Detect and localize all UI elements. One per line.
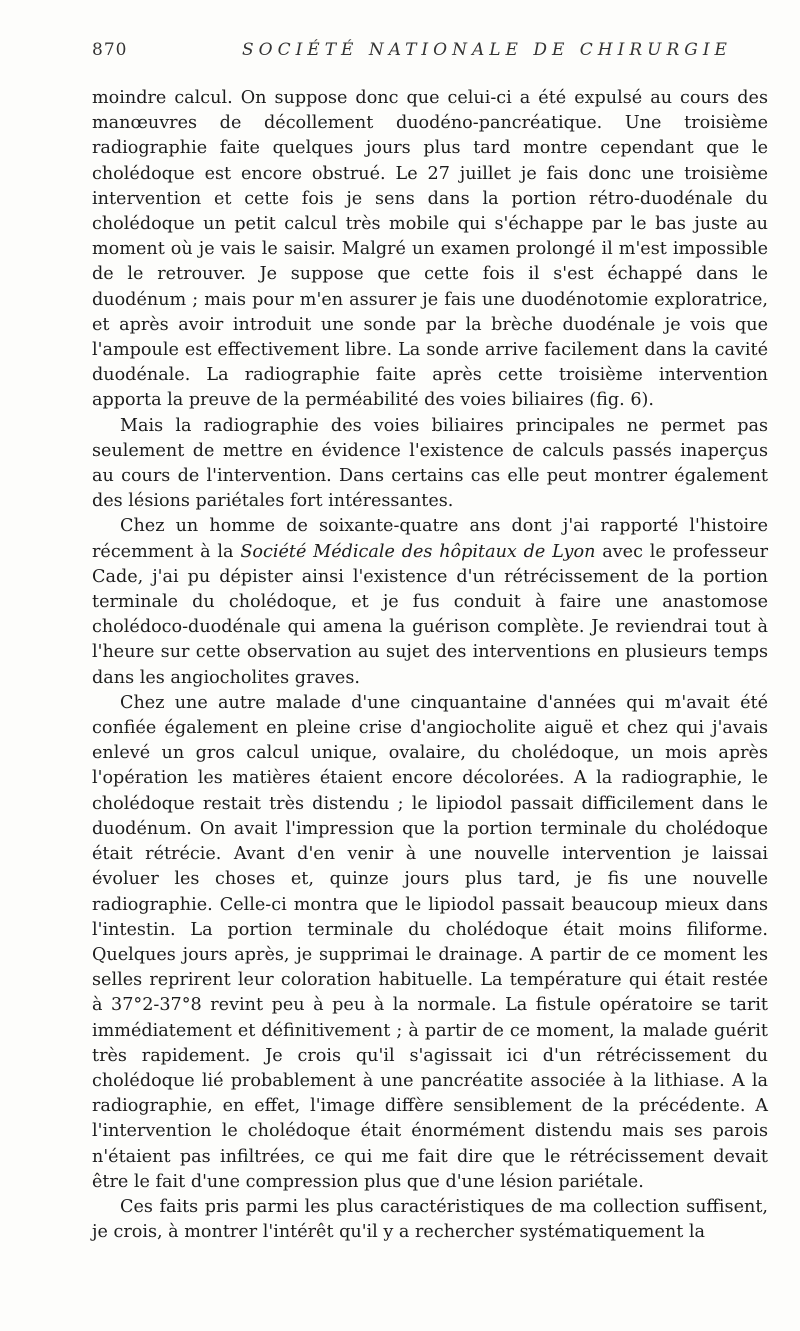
paragraph-2: Mais la radiographie des voies biliaires principales ne permet pas seulement de mettre en évidence l'existence de calculs passés inaperçus au cours de l'intervention. Dans certains cas elle peut montrer également des lésions pariétales fort intéressantes. xyxy=(92,415,768,512)
paragraph-4: Chez une autre malade d'une cinquantaine d'années qui m'avait été confiée également en pleine crise d'angiocholite aiguë et chez qui j'avais enlevé un gros calcul unique, ovalaire, du cholédoque, un mois après l'opération les matières étaient encore décolorées. A la radiographie, le cholédoque restait très distendu ; le lipiodol passait difficilement dans le duodénum. On avait l'impression que la portion terminale du cholédoque était rétrécie. Avant d'en venir à une nouvelle intervention je laissai évoluer les choses et, quinze jours plus tard, je fis une nouvelle radiographie. Celle-ci montra que le lipiodol passait beaucoup mieux dans l'intestin. La portion terminale du cholédoque était moins filiforme. Quelques jours après, je supprimai le drainage. A partir de ce moment les selles reprirent leur coloration habituelle. La température qui était restée à 37°2-37°8 revint peu à peu à la normale. La fistule opératoire se tarit immédiatement et définitivement ; à partir de ce moment, la malade guérit très rapidement. Je crois qu'il s'agissait ici d'un rétrécissement du cholédoque lié probablement à une pancréatite associée à la lithiase. A la radiographie, en effet, l'image diffère sensiblement de la précédente. A l'intervention le cholédoque était énormément distendu mais ses parois n'étaient pas infiltrées, ce qui me fait dire que le rétrécissement devait être le fait d'une compression plus que d'une lésion pariétale. xyxy=(92,692,768,1192)
running-head xyxy=(92,40,768,66)
paragraph-5: Ces faits pris parmi les plus caractéristiques de ma collection suffisent, je crois, à montrer l'intérêt qu'il y a rechercher systématiquement la xyxy=(92,1196,768,1243)
paragraph-3-journal-reference: Société Médicale des hôpitaux de Lyon xyxy=(240,541,596,562)
paragraph-3-text-after: avec le professeur Cade, j'ai pu dépister ainsi l'existence d'un rétrécissement de la portion terminale du cholédoque, et je fus conduit à faire une anastomose cholédoco-duodénale qui amena la guérison complète. Je reviendrai tout à l'heure sur cette observation au sujet des interventions en plusieurs temps dans les angiocholites graves. xyxy=(92,541,768,688)
paragraph-1: moindre calcul. On suppose donc que celui-ci a été expulsé au cours des manœuvres de décollement duodéno-pancréatique. Une troisième radiographie faite quelques jours plus tard montre cependant que le cholédoque est encore obstrué. Le 27 juillet je fais donc une troisième intervention et cette fois je sens dans la portion rétro-duodénale du cholédoque un petit calcul très mobile qui s'échappe par le bas juste au moment où je vais le saisir. Malgré un examen prolongé il m'est impossible de le retrouver. Je suppose que cette fois il s'est échappé dans le duodénum ; mais pour m'en assurer je fais une duodénotomie exploratrice, et après avoir introduit une sonde par la brèche duodénale je vois que l'ampoule est effectivement libre. La sonde arrive facilement dans la cavité duodénale. La radiographie faite après cette troisième intervention apporta la preuve de la perméabilité des voies biliaires (fig. 6). xyxy=(92,88,768,411)
body-text xyxy=(92,86,768,1245)
page-number: 870 xyxy=(92,40,128,60)
paragraph-3 xyxy=(92,514,768,690)
journal-title: SOCIÉTÉ NATIONALE DE CHIRURGIE xyxy=(242,40,732,60)
paragraph-3-text-before: Chez un homme de soixante-quatre ans dont j'ai rapporté l'histoire récemment à la xyxy=(92,516,768,562)
